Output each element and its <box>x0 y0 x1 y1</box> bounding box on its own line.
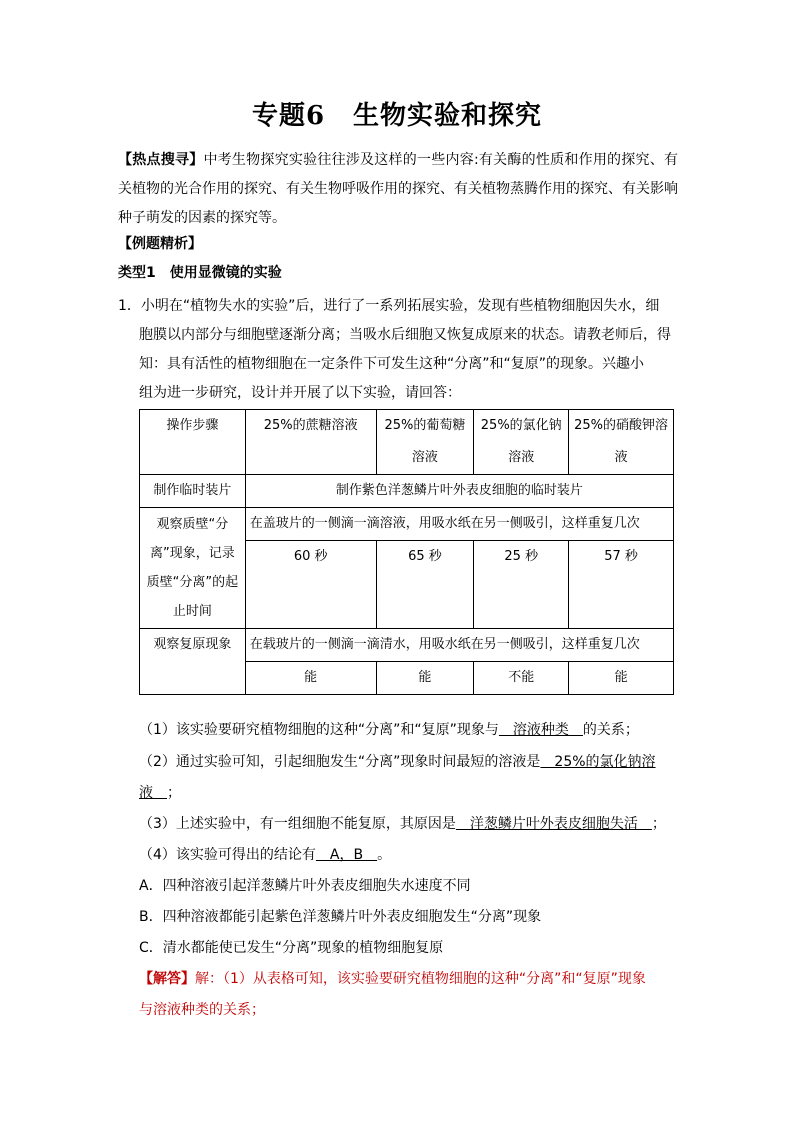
table-cell-time: 65 秒 <box>376 541 474 629</box>
table-row <box>140 475 674 508</box>
table-header-cell: 25%的葡萄糖溶液 <box>376 410 474 475</box>
option-c: C．清水都能使已发生“分离”现象的植物细胞复原 <box>139 940 444 956</box>
question-1 <box>139 713 684 747</box>
question-2-answer: 25%的氯化钠溶 <box>540 754 656 770</box>
question-3 <box>139 807 684 841</box>
question-2-text: （2）通过实验可知，引起细胞发生“分离”现象时间最短的溶液是 <box>139 754 541 770</box>
question-4-answer: A，B <box>315 847 378 863</box>
hot-topic-tag: 【热点搜寻】 <box>118 152 204 168</box>
table-cell: 在盖玻片的一侧滴一滴溶液，用吸水纸在另一侧吸引，这样重复几次 <box>245 508 673 541</box>
table-header-cell: 25%的氯化钠溶液 <box>474 410 569 475</box>
option-b: B．四种溶液都能引起紫色洋葱鳞片叶外表皮细胞发生“分离”现象 <box>139 909 542 925</box>
table-header-cell: 25%的硝酸钾溶液 <box>569 410 674 475</box>
question-4-text: （4）该实验可得出的结论有 <box>139 847 316 863</box>
title-topic-name: 生物实验和探究 <box>353 101 543 131</box>
hot-topic-paragraph <box>118 146 678 233</box>
table-cell-time: 57 秒 <box>569 541 674 629</box>
table-cell-result: 能 <box>376 662 474 695</box>
answer-tag: 【解答】 <box>139 971 195 987</box>
table-row <box>140 629 674 662</box>
table-cell-result: 能 <box>245 662 376 695</box>
table-header-cell: 25%的蔗糖溶液 <box>245 410 376 475</box>
table-cell-label: 制作临时装片 <box>140 475 246 508</box>
question-4-suffix: 。 <box>377 847 392 863</box>
question-3-suffix: ； <box>651 816 666 832</box>
question-1-text: （1）该实验要研究植物细胞的这种“分离”和“复原”现象与 <box>139 722 499 738</box>
table-cell-result: 能 <box>569 662 674 695</box>
answer-text: 解：（1）从表格可知，该实验要研究植物细胞的这种“分离”和“复原”现象 <box>195 971 646 987</box>
question-2-continued <box>139 776 684 810</box>
hot-topic-text: 中考生物探究实验往往涉及这样的一些内容:有关酶的性质和作用的探究、有关植物的光合作用的探究、有关生物呼吸作用的探究、有关植物蒸腾作用的探究、有关影响种子萌发的因素的探究等。 <box>118 152 679 226</box>
table-cell: 制作紫色洋葱鳞片叶外表皮细胞的临时装片 <box>245 475 673 508</box>
answer-line-1 <box>139 962 684 996</box>
problem-line-4: 组为进一步研究，设计并开展了以下实验，请回答： <box>139 385 461 401</box>
type-heading: 类型1 使用显微镜的实验 <box>118 265 282 281</box>
title-topic-number: 专题6 <box>251 101 326 131</box>
table-cell: 在载玻片的一侧滴一滴清水，用吸水纸在另一侧吸引，这样重复几次 <box>245 629 673 662</box>
question-4 <box>139 838 684 872</box>
table-header-cell: 操作步骤 <box>140 410 246 475</box>
problem-line-1: 1．小明在“植物失水的实验”后，进行了一系列拓展实验，发现有些植物细胞因失水，细 <box>118 298 660 314</box>
page-title <box>0 95 794 132</box>
experiment-table <box>139 409 674 695</box>
example-heading: 【例题精析】 <box>118 236 202 252</box>
option-a: A．四种溶液引起洋葱鳞片叶外表皮细胞失水速度不同 <box>139 878 471 894</box>
table-cell-label: 观察质壁“分离”现象，记录质壁“分离”的起止时间 <box>140 508 246 629</box>
problem-line-3: 知：具有活性的植物细胞在一定条件下可发生这种“分离”和“复原”的现象。兴趣小 <box>139 356 645 372</box>
table-cell-result: 不能 <box>474 662 569 695</box>
answer-line-2: 与溶液种类的关系； <box>139 1002 265 1018</box>
table-cell-time: 25 秒 <box>474 541 569 629</box>
question-1-answer: 溶液种类 <box>498 722 583 738</box>
question-2 <box>139 745 684 779</box>
table-cell-time: 60 秒 <box>245 541 376 629</box>
question-1-suffix: 的关系； <box>582 722 639 738</box>
question-2-answer-cont: 液 <box>139 785 167 801</box>
question-3-answer: 洋葱鳞片叶外表皮细胞失活 <box>455 816 652 832</box>
table-header-row <box>140 410 674 475</box>
problem-line-2: 胞膜以内部分与细胞壁逐渐分离；当吸水后细胞又恢复成原来的状态。请教老师后，得 <box>139 327 671 343</box>
question-3-text: （3）上述实验中，有一组细胞不能复原，其原因是 <box>139 816 456 832</box>
table-cell-label: 观察复原现象 <box>140 629 246 695</box>
question-2-suffix: ； <box>167 785 181 801</box>
table-row <box>140 508 674 541</box>
